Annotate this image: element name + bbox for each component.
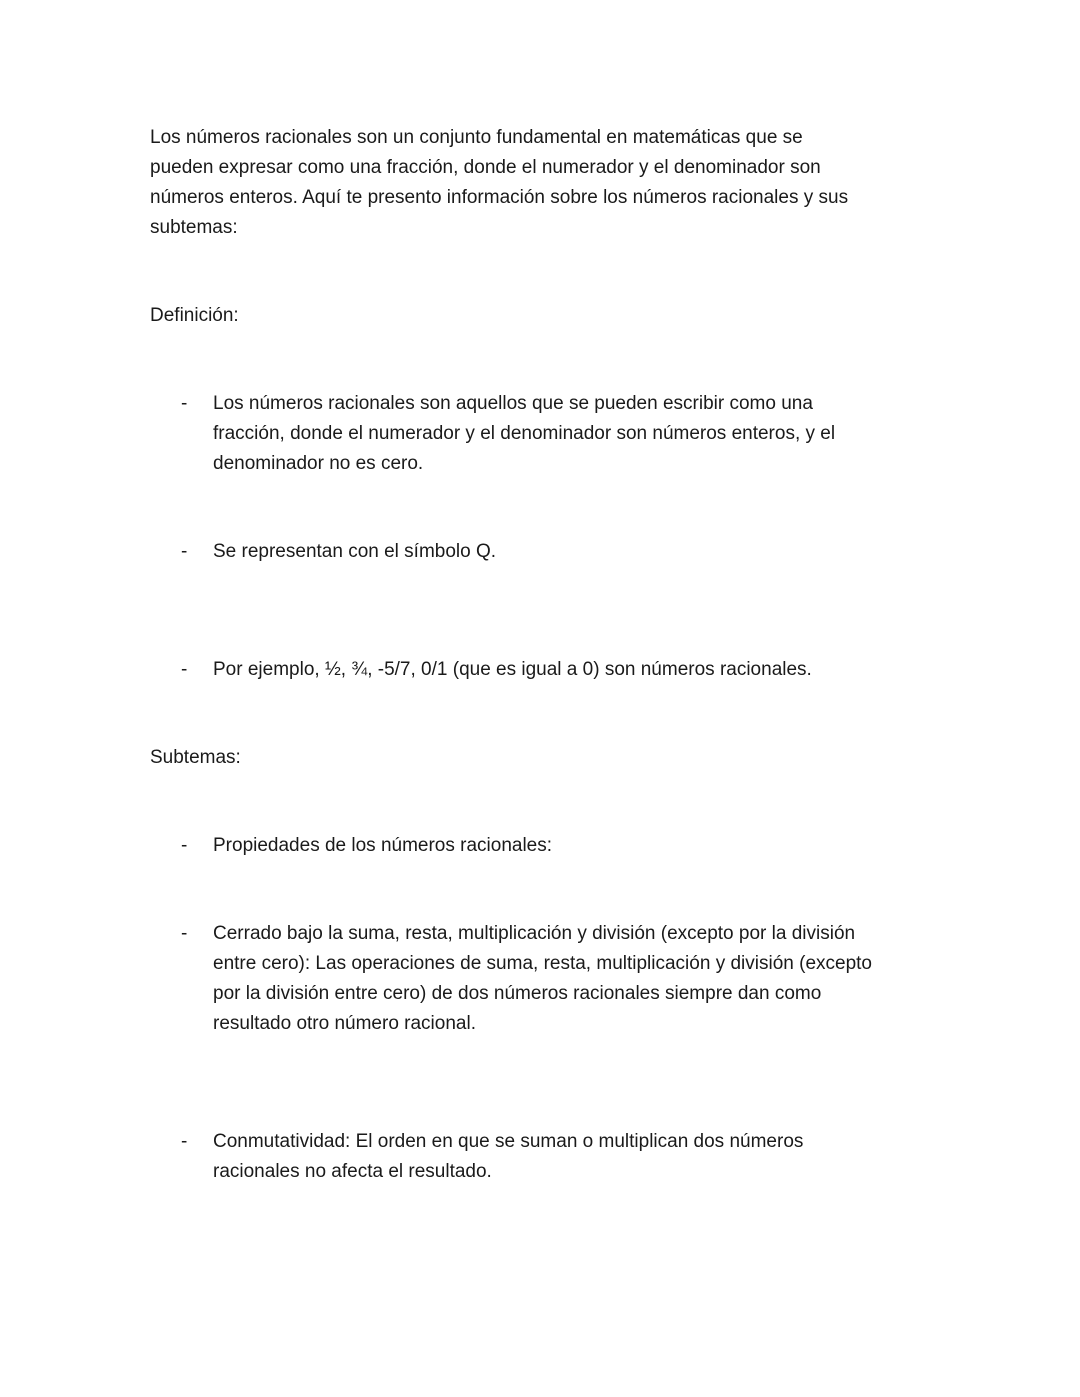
text-line: fracción, donde el numerador y el denominador son números enteros, y el	[213, 423, 836, 444]
bullet-marker: -	[181, 835, 188, 856]
text-line: Se representan con el símbolo Q.	[213, 541, 497, 562]
bullet-marker: -	[181, 541, 188, 562]
text-line: entre cero): Las operaciones de suma, resta, multiplicación y división (excepto	[213, 953, 872, 974]
text-line: subtemas:	[150, 217, 238, 238]
heading-text: Definición:	[150, 305, 239, 326]
text-line: racionales no afecta el resultado.	[213, 1161, 492, 1182]
text-line: Conmutatividad: El orden en que se suman o multiplican dos números	[213, 1131, 804, 1152]
bullet-marker: -	[181, 659, 188, 680]
text-line: Cerrado bajo la suma, resta, multiplicación y división (excepto por la división	[213, 923, 856, 944]
text-line: resultado otro número racional.	[213, 1013, 476, 1034]
text-line: pueden expresar como una fracción, donde el numerador y el denominador son	[150, 157, 821, 178]
text-line: números enteros. Aquí te presento información sobre los números racionales y sus	[150, 187, 849, 208]
heading-subtemas	[150, 743, 241, 773]
intro-paragraph	[150, 123, 848, 243]
text-line: Los números racionales son aquellos que se pueden escribir como una	[213, 393, 813, 414]
bullet-marker: -	[181, 1131, 188, 1152]
heading-text: Subtemas:	[150, 747, 241, 768]
text-line: por la división entre cero) de dos números racionales siempre dan como	[213, 983, 822, 1004]
text-line: Por ejemplo, ½, ¾, -5/7, 0/1 (que es igual a 0) son números racionales.	[213, 659, 812, 680]
text-line: Los números racionales son un conjunto fundamental en matemáticas que se	[150, 127, 803, 148]
bullet-marker: -	[181, 923, 188, 944]
bullet-marker: -	[181, 393, 188, 414]
text-line: Propiedades de los números racionales:	[213, 835, 553, 856]
heading-definicion	[150, 301, 239, 331]
text-line: denominador no es cero.	[213, 453, 424, 474]
